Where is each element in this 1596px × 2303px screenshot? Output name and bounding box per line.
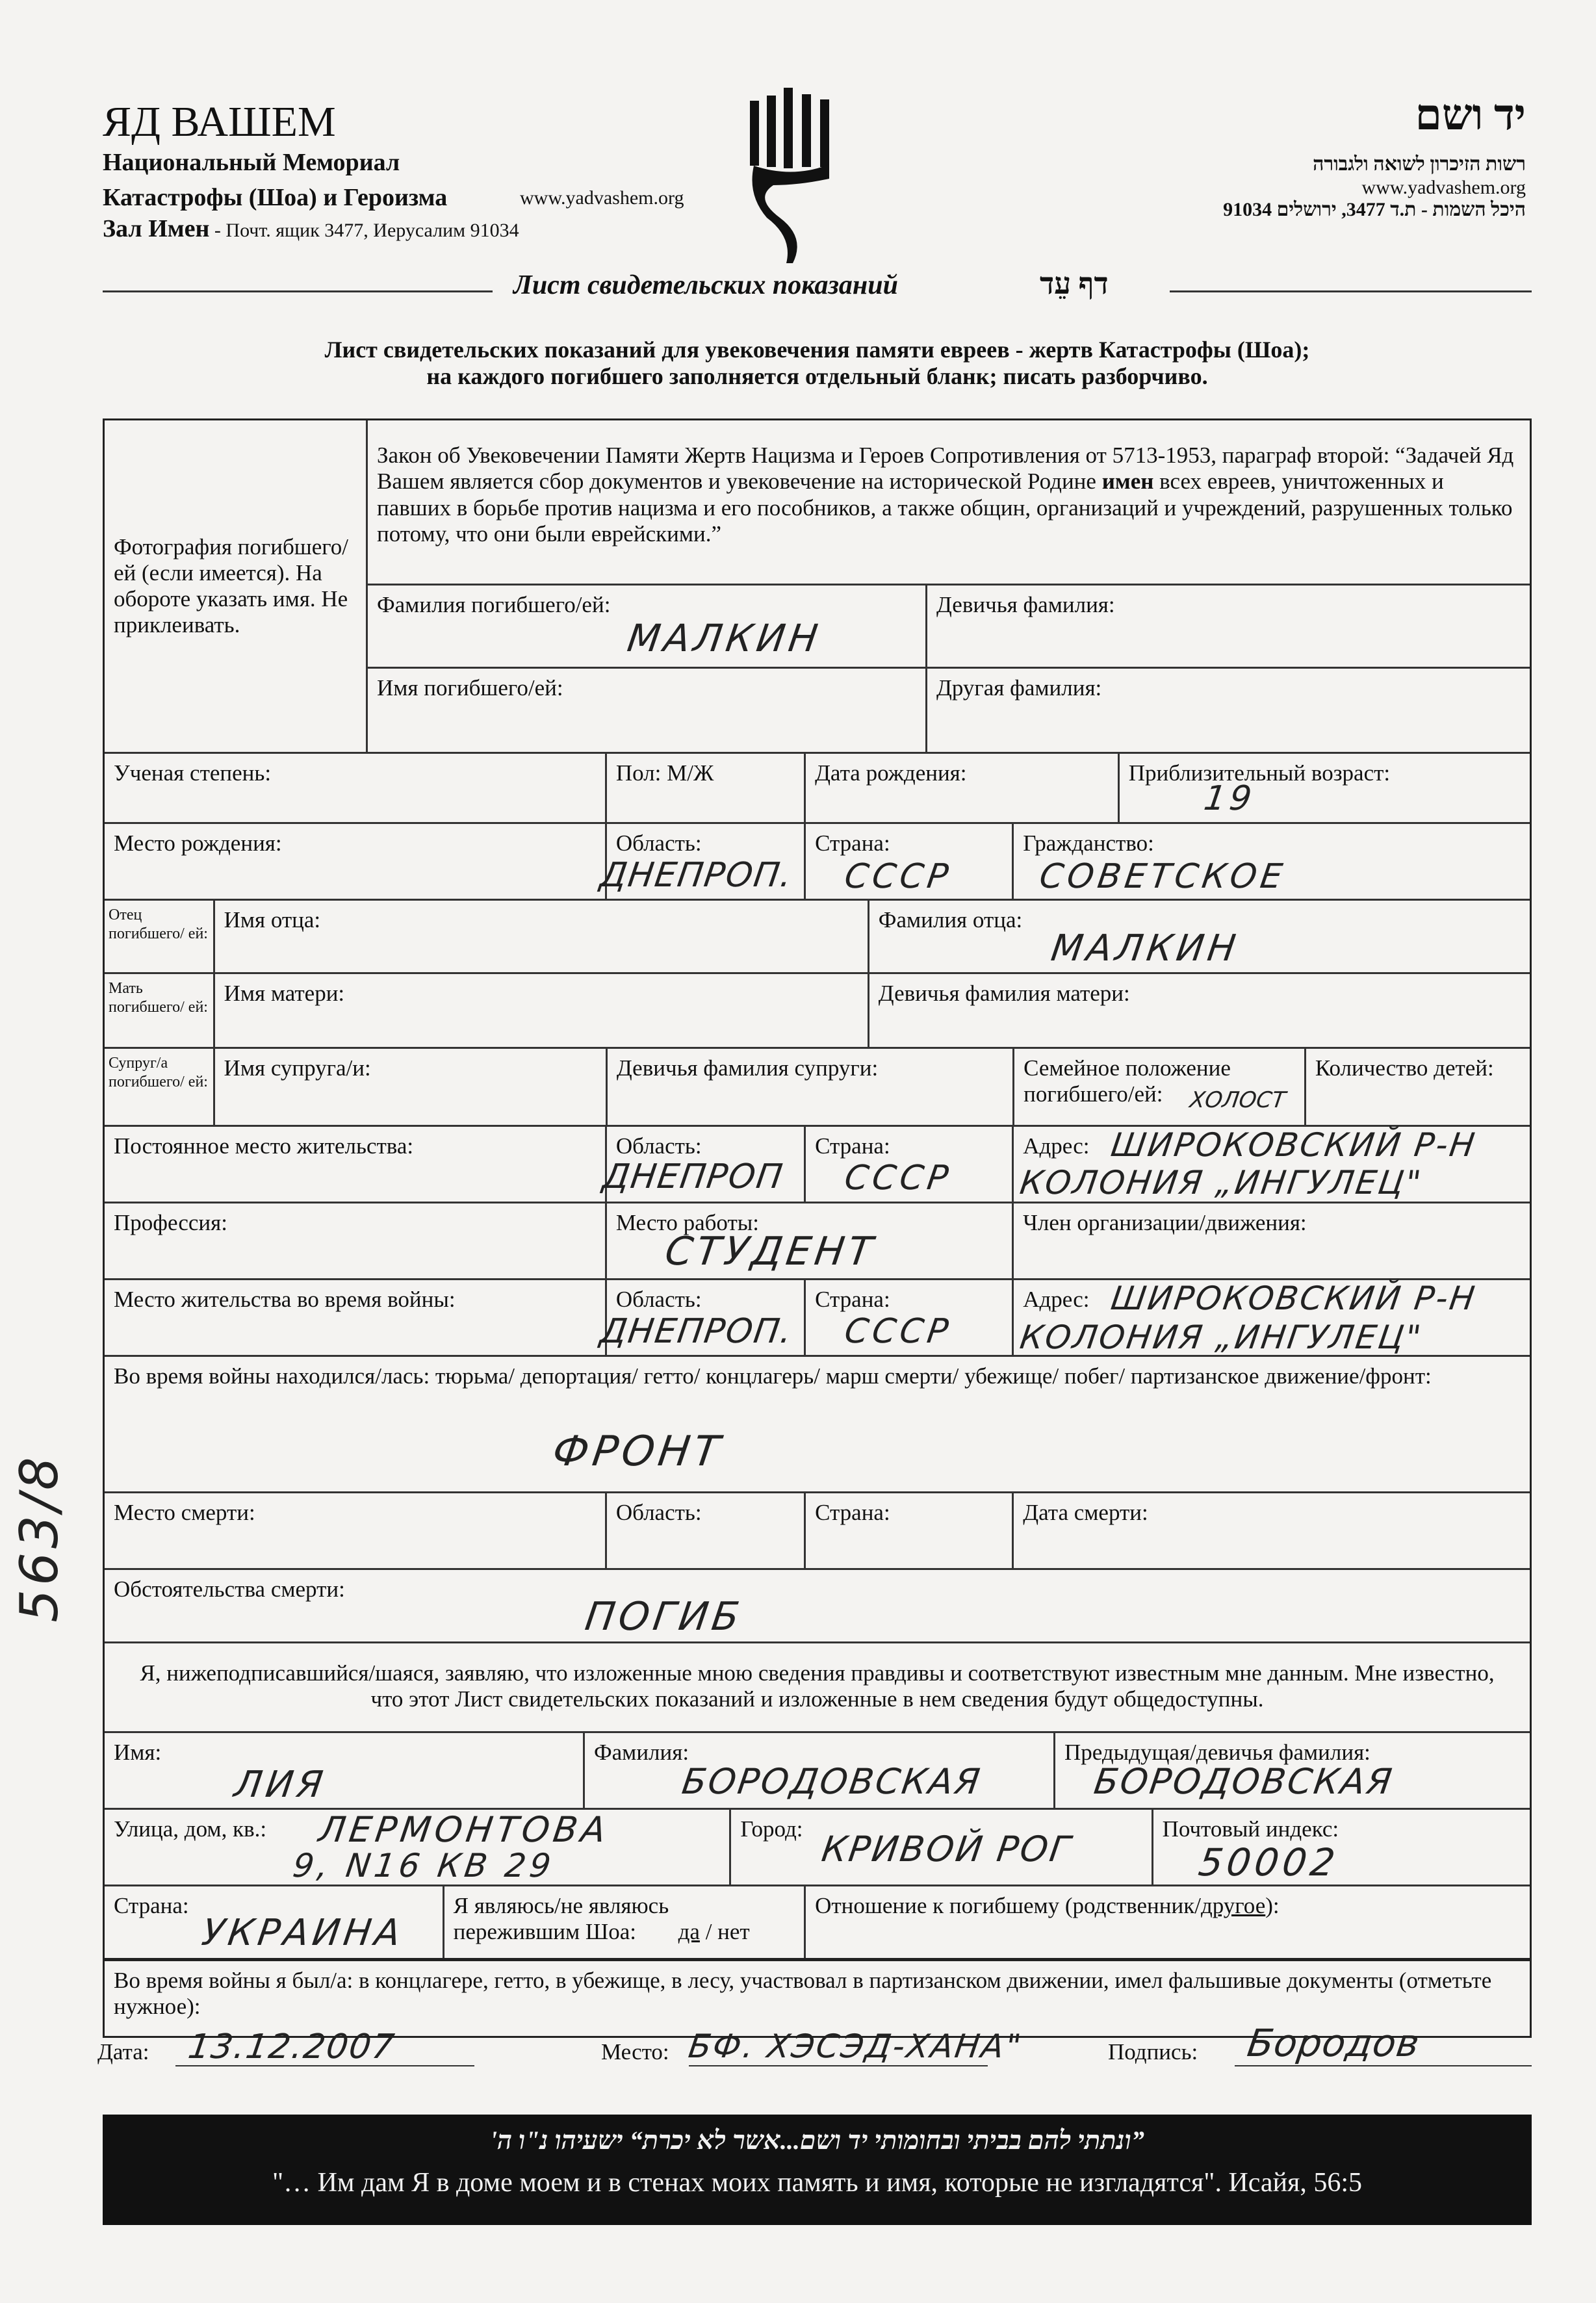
war-residence-field[interactable]: Место жительства во время войны: bbox=[105, 1280, 607, 1355]
father-label: Отец погибшего/ ей: bbox=[105, 901, 215, 972]
law-text: Закон об Увековечении Памяти Жертв Нацизма и Героев Сопротивления от 5713-1953, параграф второй: “Задачей Яд Вашем является сбор документов и увековечение на исторической Родине имен всех евреев, уничтоженных и павших в борьбе против нацизма и его пособников, а также общин, организаций и учреждений, разрушенных только потому, что они были еврейскими.” bbox=[368, 420, 1530, 585]
death-country-field[interactable]: Страна: bbox=[806, 1493, 1014, 1568]
yad-vashem-logo bbox=[747, 88, 864, 263]
subtitle bbox=[103, 337, 1532, 391]
residence-region-field[interactable]: Область: ДНЕПРОП bbox=[607, 1127, 806, 1202]
marital-status-field[interactable]: Семейное положение погибшего/ей: ХОЛОСТ bbox=[1014, 1049, 1306, 1125]
first-name-field[interactable]: Имя погибшего/ей: bbox=[368, 669, 927, 752]
father-surname-field[interactable]: Фамилия отца: МАЛКИН bbox=[878, 907, 1242, 970]
surname-value: МАЛКИН bbox=[624, 615, 825, 660]
mother-maiden-field[interactable]: Девичья фамилия матери: bbox=[878, 981, 1130, 1006]
title-rule-left bbox=[103, 290, 493, 292]
submitter-country-field[interactable]: Страна: УКРАИНА bbox=[105, 1886, 444, 1958]
children-count-field[interactable]: Количество детей: bbox=[1315, 1055, 1494, 1081]
survivor-field[interactable]: Я являюсь/не являюсь пережившим Шоа: да / нет bbox=[444, 1886, 806, 1958]
website: www.yadvashem.org bbox=[520, 187, 684, 209]
other-surname-field[interactable]: Другая фамилия: bbox=[936, 675, 1102, 701]
organization-field[interactable]: Член организации/движения: bbox=[1023, 1210, 1307, 1235]
org-line3 bbox=[103, 214, 519, 243]
address: - Почт. ящик 3477, Иерусалим 91034 bbox=[209, 220, 519, 241]
war-region-field[interactable]: Область: ДНЕПРОП. bbox=[607, 1280, 806, 1355]
birth-date-field[interactable]: Дата рождения: bbox=[806, 754, 1120, 822]
zip-field[interactable]: Почтовый индекс: 50002 bbox=[1162, 1816, 1341, 1885]
death-place-field[interactable]: Место смерти: bbox=[105, 1493, 607, 1568]
he-website: www.yadvashem.org bbox=[1361, 177, 1526, 198]
signature-label: Подпись: bbox=[1108, 2039, 1198, 2065]
death-circumstances-field[interactable]: Обстоятельства смерти: ПОГИБ bbox=[114, 1576, 746, 1640]
workplace-field[interactable]: Место работы: СТУДЕНТ bbox=[607, 1203, 1014, 1278]
residence-country-field[interactable]: Страна: СССР bbox=[806, 1127, 1014, 1202]
death-region-field[interactable]: Область: bbox=[607, 1493, 806, 1568]
birth-region-field[interactable]: Область: ДНЕПРОП. bbox=[607, 824, 806, 899]
signature[interactable]: Бородов bbox=[1244, 2021, 1423, 2065]
place-line bbox=[689, 2065, 988, 2066]
date-value[interactable]: 13.12.2007 bbox=[185, 2027, 398, 2066]
org-name-ru: ЯД ВАШЕМ bbox=[103, 98, 336, 146]
residence-address-field[interactable]: Адрес: ШИРОКОВСКИЙ Р-Н КОЛОНИЯ „ИНГУЛЕЦ" bbox=[1018, 1126, 1479, 1202]
birth-place-field[interactable]: Место рождения: bbox=[105, 824, 607, 899]
spouse-name-field[interactable]: Имя супруга/и: bbox=[215, 1049, 608, 1125]
declaration: Я, нижеподписавшийся/шаяся, заявляю, что изложенные мною сведения правдивы и соответствуют известным мне данным. Мне известно, что этот Лист свидетельских показаний и изложенные в нем сведения будут общедоступны. bbox=[140, 1660, 1495, 1712]
mother-name-field[interactable]: Имя матери: bbox=[215, 974, 869, 1047]
maiden-name-field[interactable]: Девичья фамилия: bbox=[936, 591, 1115, 617]
quote-banner bbox=[103, 2115, 1532, 2225]
photo-cell[interactable] bbox=[105, 420, 368, 752]
submitter-surname-field[interactable]: Фамилия: БОРОДОВСКАЯ bbox=[585, 1733, 1055, 1808]
mother-label: Мать погибшего/ ей: bbox=[105, 974, 215, 1047]
spouse-label: Супруг/а погибшего/ ей: bbox=[105, 1049, 215, 1125]
photo-note: Фотография погибшего/ей (если имеется). На обороте указать имя. Не приклеивать. bbox=[114, 534, 348, 638]
org-line2: Катастрофы (Шоа) и Героизма bbox=[103, 184, 448, 211]
org-line1: Национальный Мемориал bbox=[103, 149, 400, 176]
war-status-field[interactable]: Во время войны находился/лась: тюрьма/ депортация/ гетто/ концлагерь/ марш смерти/ убежище/ побег/ партизанское движение/фронт: ФРОНТ bbox=[114, 1363, 1432, 1476]
submitter-war-status-field[interactable]: Во время войны я был/а: в концлагере, гетто, в убежище, в лесу, участвовал в партизанском движении, имел фальшивые документы (отметьте нужное): bbox=[114, 1968, 1492, 2020]
war-country-field[interactable]: Страна: СССР bbox=[806, 1280, 1014, 1355]
father-name-field[interactable]: Имя отца: bbox=[215, 901, 869, 972]
he-line3: היכל השמות - ת.ד 3477, ירושלים 91034 bbox=[1223, 199, 1526, 220]
quote-he: ”ונתתי להם בביתי ובחומותי יד ושם...אשר לא יכרת“ ישעיהו נ"ו ה' bbox=[490, 2126, 1144, 2155]
surname-field[interactable]: Фамилия погибшего/ей: МАЛКИН bbox=[368, 585, 927, 667]
survivor-no[interactable]: нет bbox=[717, 1919, 750, 1944]
org-name-he: יד ושם bbox=[1415, 92, 1526, 139]
submitter-prev-surname-field[interactable]: Предыдущая/девичья фамилия: БОРОДОВСКАЯ bbox=[1064, 1740, 1396, 1802]
signature-line bbox=[1235, 2065, 1532, 2066]
place-label: Место: bbox=[601, 2039, 669, 2065]
victim-name-section bbox=[105, 420, 1530, 754]
subtitle-line1: Лист свидетельских показаний для увековечения памяти евреев - жертв Катастрофы (Шоа); bbox=[324, 337, 1310, 363]
residence-field[interactable]: Постоянное место жительства: bbox=[105, 1127, 607, 1202]
sex-field[interactable]: Пол: М/Ж bbox=[607, 754, 806, 822]
title-rule-right bbox=[1170, 290, 1532, 292]
margin-note: 563/8 bbox=[8, 1453, 70, 1623]
death-date-field[interactable]: Дата смерти: bbox=[1023, 1500, 1148, 1525]
survivor-yes[interactable]: да bbox=[678, 1919, 700, 1944]
approx-age-field[interactable]: Приблизительный возраст: 19 bbox=[1128, 760, 1391, 818]
subtitle-line2: на каждого погибшего заполняется отдельный бланк; писать разборчиво. bbox=[426, 363, 1208, 390]
place-value[interactable]: БФ. ХЭСЭД-ХАНА" bbox=[686, 2027, 1025, 2065]
relation-other-selected[interactable]: другое bbox=[1200, 1893, 1266, 1918]
date-label: Дата: bbox=[97, 2039, 149, 2065]
profession-field[interactable]: Профессия: bbox=[105, 1203, 607, 1278]
relation-field[interactable]: Отношение к погибшему (родственник/другое): bbox=[815, 1893, 1280, 1918]
submitter-name-field[interactable]: Имя: ЛИЯ bbox=[105, 1733, 585, 1808]
war-address-field[interactable]: Адрес: ШИРОКОВСКИЙ Р-Н КОЛОНИЯ „ИНГУЛЕЦ" bbox=[1018, 1280, 1479, 1356]
quote-ru: "… Им дам Я в доме моем и в стенах моих память и имя, которые не изгладятся". Исайя, 56:5 bbox=[272, 2168, 1363, 2198]
birth-country-field[interactable]: Страна: СССР bbox=[806, 824, 1014, 899]
degree-field[interactable]: Ученая степень: bbox=[105, 754, 607, 822]
citizenship-field[interactable]: Гражданство: СОВЕТСКОЕ bbox=[1023, 830, 1289, 896]
he-line1: רשות הזיכרון לשואה ולגבורה bbox=[1313, 153, 1526, 175]
testimony-form bbox=[103, 418, 1532, 2038]
spouse-maiden-field[interactable]: Девичья фамилия супруги: bbox=[608, 1049, 1014, 1125]
hall-of-names: Зал Имен bbox=[103, 215, 210, 242]
form-title-he: דף עֵד bbox=[1040, 267, 1109, 300]
city-field[interactable]: Город: КРИВОЙ РОГ bbox=[731, 1810, 1153, 1885]
age-value: 19 bbox=[1201, 779, 1258, 818]
street-field[interactable]: Улица, дом, кв.: ЛЕРМОНТОВА 9, N16 КВ 29 bbox=[105, 1810, 731, 1885]
form-title: Лист свидетельских показаний bbox=[513, 270, 898, 300]
